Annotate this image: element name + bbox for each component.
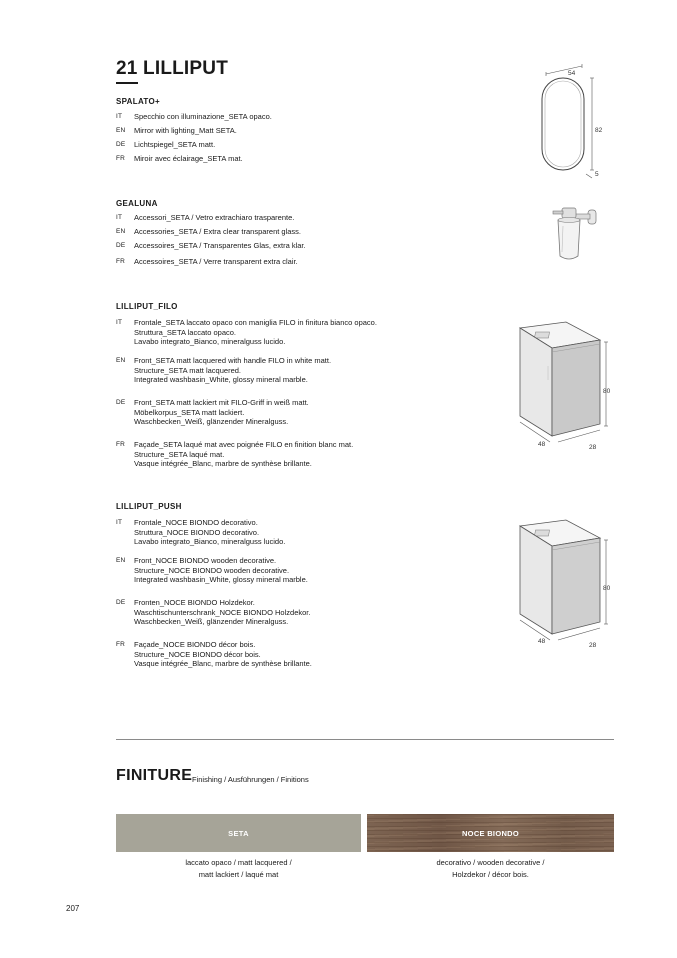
lang-code: EN: [116, 228, 126, 235]
finish-desc-seta: [116, 857, 361, 881]
desc-line: Lavabo integrato_Bianco, mineralguss lucido.: [134, 537, 286, 546]
desc-line: Structure_NOCE BIONDO décor bois.: [134, 649, 261, 659]
lang-code: IT: [116, 519, 123, 526]
finish-swatch-noce-biondo: [367, 814, 614, 852]
page-title: [116, 58, 228, 80]
lang-code: DE: [116, 399, 126, 406]
desc-line: Accessoires_SETA / Transparentes Glas, extra klar.: [134, 241, 306, 250]
finish-desc-line: laccato opaco / matt lacquered /: [185, 858, 292, 867]
lang-code: EN: [116, 127, 126, 134]
push-depth-label: 28: [589, 642, 597, 649]
desc-line: Waschbecken_Weiß, glänzender Mineralguss.: [134, 617, 289, 626]
desc-line: Specchio con illuminazione_SETA opaco.: [134, 112, 272, 121]
desc-line: Vasque intégrée_Blanc, marbre de synthèse brillante.: [134, 459, 312, 468]
desc-line: Möbelkorpus_SETA matt lackiert.: [134, 407, 245, 417]
desc-line: Struttura_NOCE BIONDO decorativo.: [134, 527, 260, 537]
mirror-height-label: 82: [595, 127, 603, 134]
lang-code: EN: [116, 557, 126, 564]
lilliput-push-drawing: [508, 516, 618, 656]
desc-line: Lavabo integrato_Bianco, mineralguss lucido.: [134, 337, 286, 346]
desc-line: Frontale_SETA laccato opaco con maniglia FILO in finitura bianco opaco.: [134, 318, 377, 327]
desc-line: Façade_SETA laqué mat avec poignée FILO en finition blanc mat.: [134, 440, 354, 449]
lang-code: FR: [116, 258, 126, 265]
lang-code: DE: [116, 141, 126, 148]
lang-code: IT: [116, 319, 123, 326]
collection-number: 21: [116, 58, 138, 79]
desc-line: Struttura_SETA laccato opaco.: [134, 327, 237, 337]
finishes-subtitle: Finishing / Ausführungen / Finitions: [192, 775, 309, 784]
mirror-depth-label: 5: [595, 171, 599, 178]
lang-code: FR: [116, 155, 126, 162]
finish-desc-noce-biondo: [367, 857, 614, 881]
finish-desc-line: decorativo / wooden decorative /: [436, 858, 545, 867]
filo-width-label: 48: [538, 441, 546, 448]
desc-line: Structure_SETA matt lacquered.: [134, 365, 241, 375]
finish-swatch-seta: [116, 814, 361, 852]
soap-dispenser-drawing: [538, 196, 604, 268]
lang-code: DE: [116, 599, 126, 606]
desc-line: Front_NOCE BIONDO wooden decorative.: [134, 556, 277, 565]
filo-height-label: 80: [603, 388, 611, 395]
desc-line: Front_SETA matt lacquered with handle FILO in white matt.: [134, 356, 332, 365]
lang-code: IT: [116, 113, 123, 120]
mirror-drawing: [520, 62, 610, 182]
lang-code: FR: [116, 641, 126, 648]
finish-desc-line: Holzdekor / décor bois.: [452, 870, 529, 879]
lang-code: FR: [116, 441, 126, 448]
section-heading-lilliput-push: LILLIPUT_PUSH: [116, 502, 182, 511]
desc-line: Accessoires_SETA / Verre transparent extra clair.: [134, 257, 298, 266]
desc-line: Fronten_NOCE BIONDO Holzdekor.: [134, 598, 255, 607]
filo-depth-label: 28: [589, 444, 597, 451]
desc-line: Integrated washbasin_White, glossy mineral marble.: [134, 375, 308, 384]
section-heading-spalato: SPALATO+: [116, 97, 160, 106]
lilliput-filo-drawing: [508, 318, 618, 458]
desc-line: Façade_NOCE BIONDO décor bois.: [134, 640, 256, 649]
desc-line: Accessories_SETA / Extra clear transparent glass.: [134, 227, 302, 236]
desc-line: Front_SETA matt lackiert mit FILO-Griff in weiß matt.: [134, 398, 309, 407]
push-height-label: 80: [603, 585, 611, 592]
finish-name: NOCE BIONDO: [461, 828, 520, 838]
finishes-title: FINITURE: [116, 767, 193, 784]
desc-line: Structure_SETA laqué mat.: [134, 449, 225, 459]
desc-line: Lichtspiegel_SETA matt.: [134, 140, 216, 149]
collection-title: LILLIPUT: [143, 58, 229, 79]
desc-line: Structure_NOCE BIONDO wooden decorative.: [134, 565, 290, 575]
section-heading-lilliput-filo: LILLIPUT_FILO: [116, 302, 178, 311]
lang-code: IT: [116, 214, 123, 221]
lang-code: DE: [116, 242, 126, 249]
desc-line: Integrated washbasin_White, glossy mineral marble.: [134, 575, 308, 584]
page-number: 207: [66, 904, 80, 913]
desc-line: Frontale_NOCE BIONDO decorativo.: [134, 518, 258, 527]
desc-line: Accessori_SETA / Vetro extrachiaro trasparente.: [134, 213, 295, 222]
mirror-width-label: 54: [568, 70, 576, 77]
finish-desc-line: matt lackiert / laqué mat: [198, 870, 279, 879]
divider: [116, 739, 614, 740]
push-width-label: 48: [538, 638, 546, 645]
desc-line: Vasque intégrée_Blanc, marbre de synthèse brillante.: [134, 659, 312, 668]
finish-name: SETA: [228, 828, 249, 838]
section-heading-gealuna: GEALUNA: [116, 199, 158, 208]
lang-code: EN: [116, 357, 126, 364]
desc-line: Waschbecken_Weiß, glänzender Mineralguss.: [134, 417, 289, 426]
desc-line: Miroir avec éclairage_SETA mat.: [134, 154, 243, 163]
desc-line: Mirror with lighting_Matt SETA.: [134, 126, 237, 135]
desc-line: Waschtischunterschrank_NOCE BIONDO Holzdekor.: [134, 607, 311, 617]
